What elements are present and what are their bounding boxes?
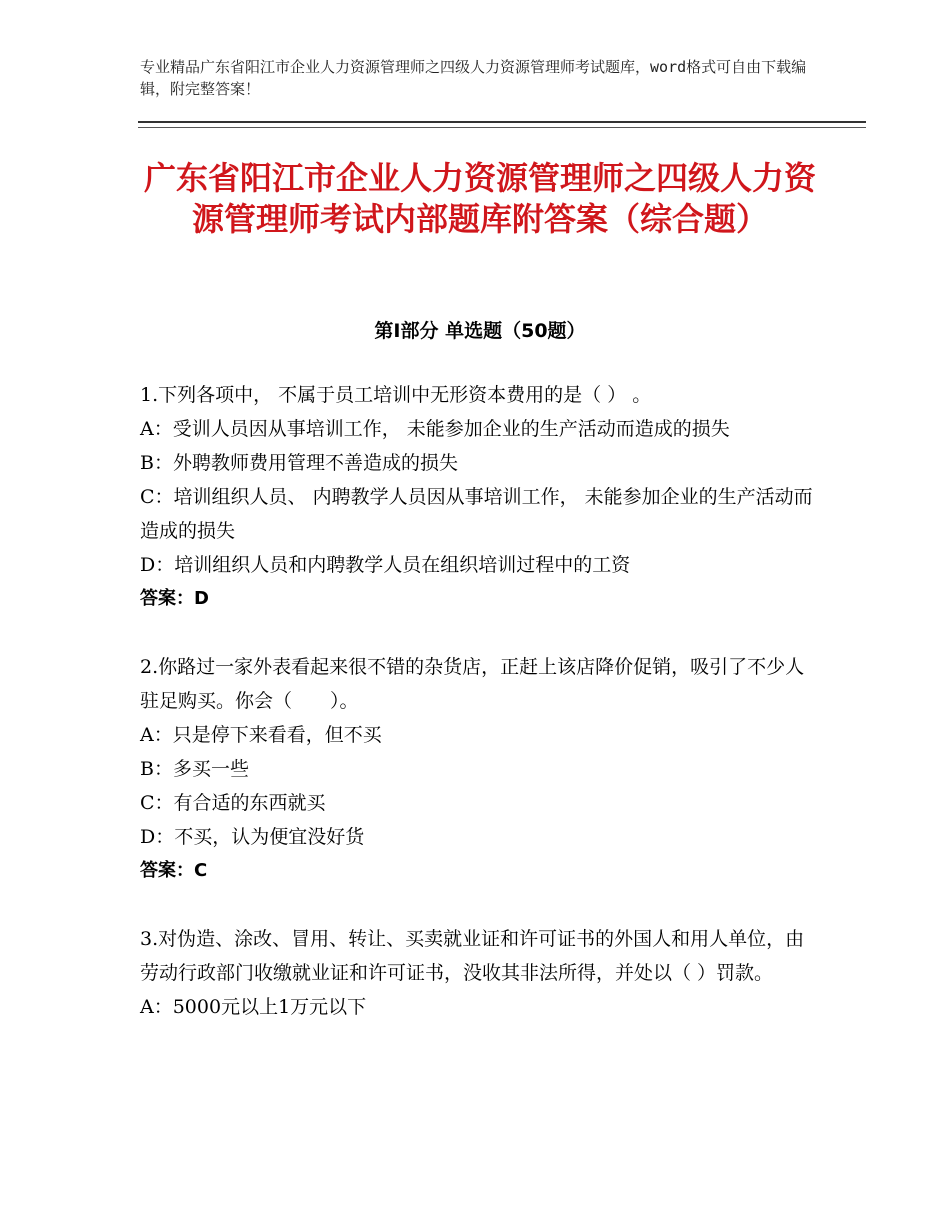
- option-c: C：有合适的东西就买: [140, 792, 326, 814]
- option-a: A：5000元以上1万元以下: [140, 996, 367, 1018]
- question-stem: 1.下列各项中， 不属于员工培训中无形资本费用的是（ ） 。: [140, 384, 652, 406]
- header-note: 专业精品广东省阳江市企业人力资源管理师之四级人力资源管理师考试题库，word格式可自由下载编辑，附完整答案！: [140, 58, 807, 98]
- answer: 答案：D: [140, 588, 209, 609]
- option-a: A：受训人员因从事培训工作， 未能参加企业的生产活动而造成的损失: [140, 418, 730, 440]
- option-b: B：多买一些: [140, 758, 249, 780]
- section-heading: 第Ⅰ部分 单选题（50题）: [374, 320, 586, 342]
- option-d: D：培训组织人员和内聘教学人员在组织培训过程中的工资: [140, 554, 631, 576]
- option-d: D：不买，认为便宜没好货: [140, 826, 365, 848]
- answer: 答案：C: [140, 860, 208, 881]
- question-list: [140, 378, 820, 1058]
- question-3: [140, 922, 820, 1024]
- question-stem: 3.对伪造、涂改、冒用、转让、买卖就业证和许可证书的外国人和用人单位，由劳动行政部门收缴就业证和许可证书，没收其非法所得，并处以（ ）罚款。: [140, 928, 805, 984]
- document-title: 广东省阳江市企业人力资源管理师之四级人力资源管理师考试内部题库附答案（综合题）: [143, 159, 816, 238]
- option-c: C：培训组织人员、 内聘教学人员因从事培训工作， 未能参加企业的生产活动而造成的损失: [140, 486, 813, 542]
- question-1: [140, 378, 820, 616]
- option-b: B：外聘教师费用管理不善造成的损失: [140, 452, 458, 474]
- header-divider-thick: [138, 121, 866, 123]
- header-divider-thin: [138, 127, 866, 128]
- option-a: A：只是停下来看看，但不买: [140, 724, 382, 746]
- question-2: [140, 650, 820, 888]
- question-stem: 2.你路过一家外表看起来很不错的杂货店，正赶上该店降价促销，吸引了不少人驻足购买。你会（ ）。: [140, 656, 805, 712]
